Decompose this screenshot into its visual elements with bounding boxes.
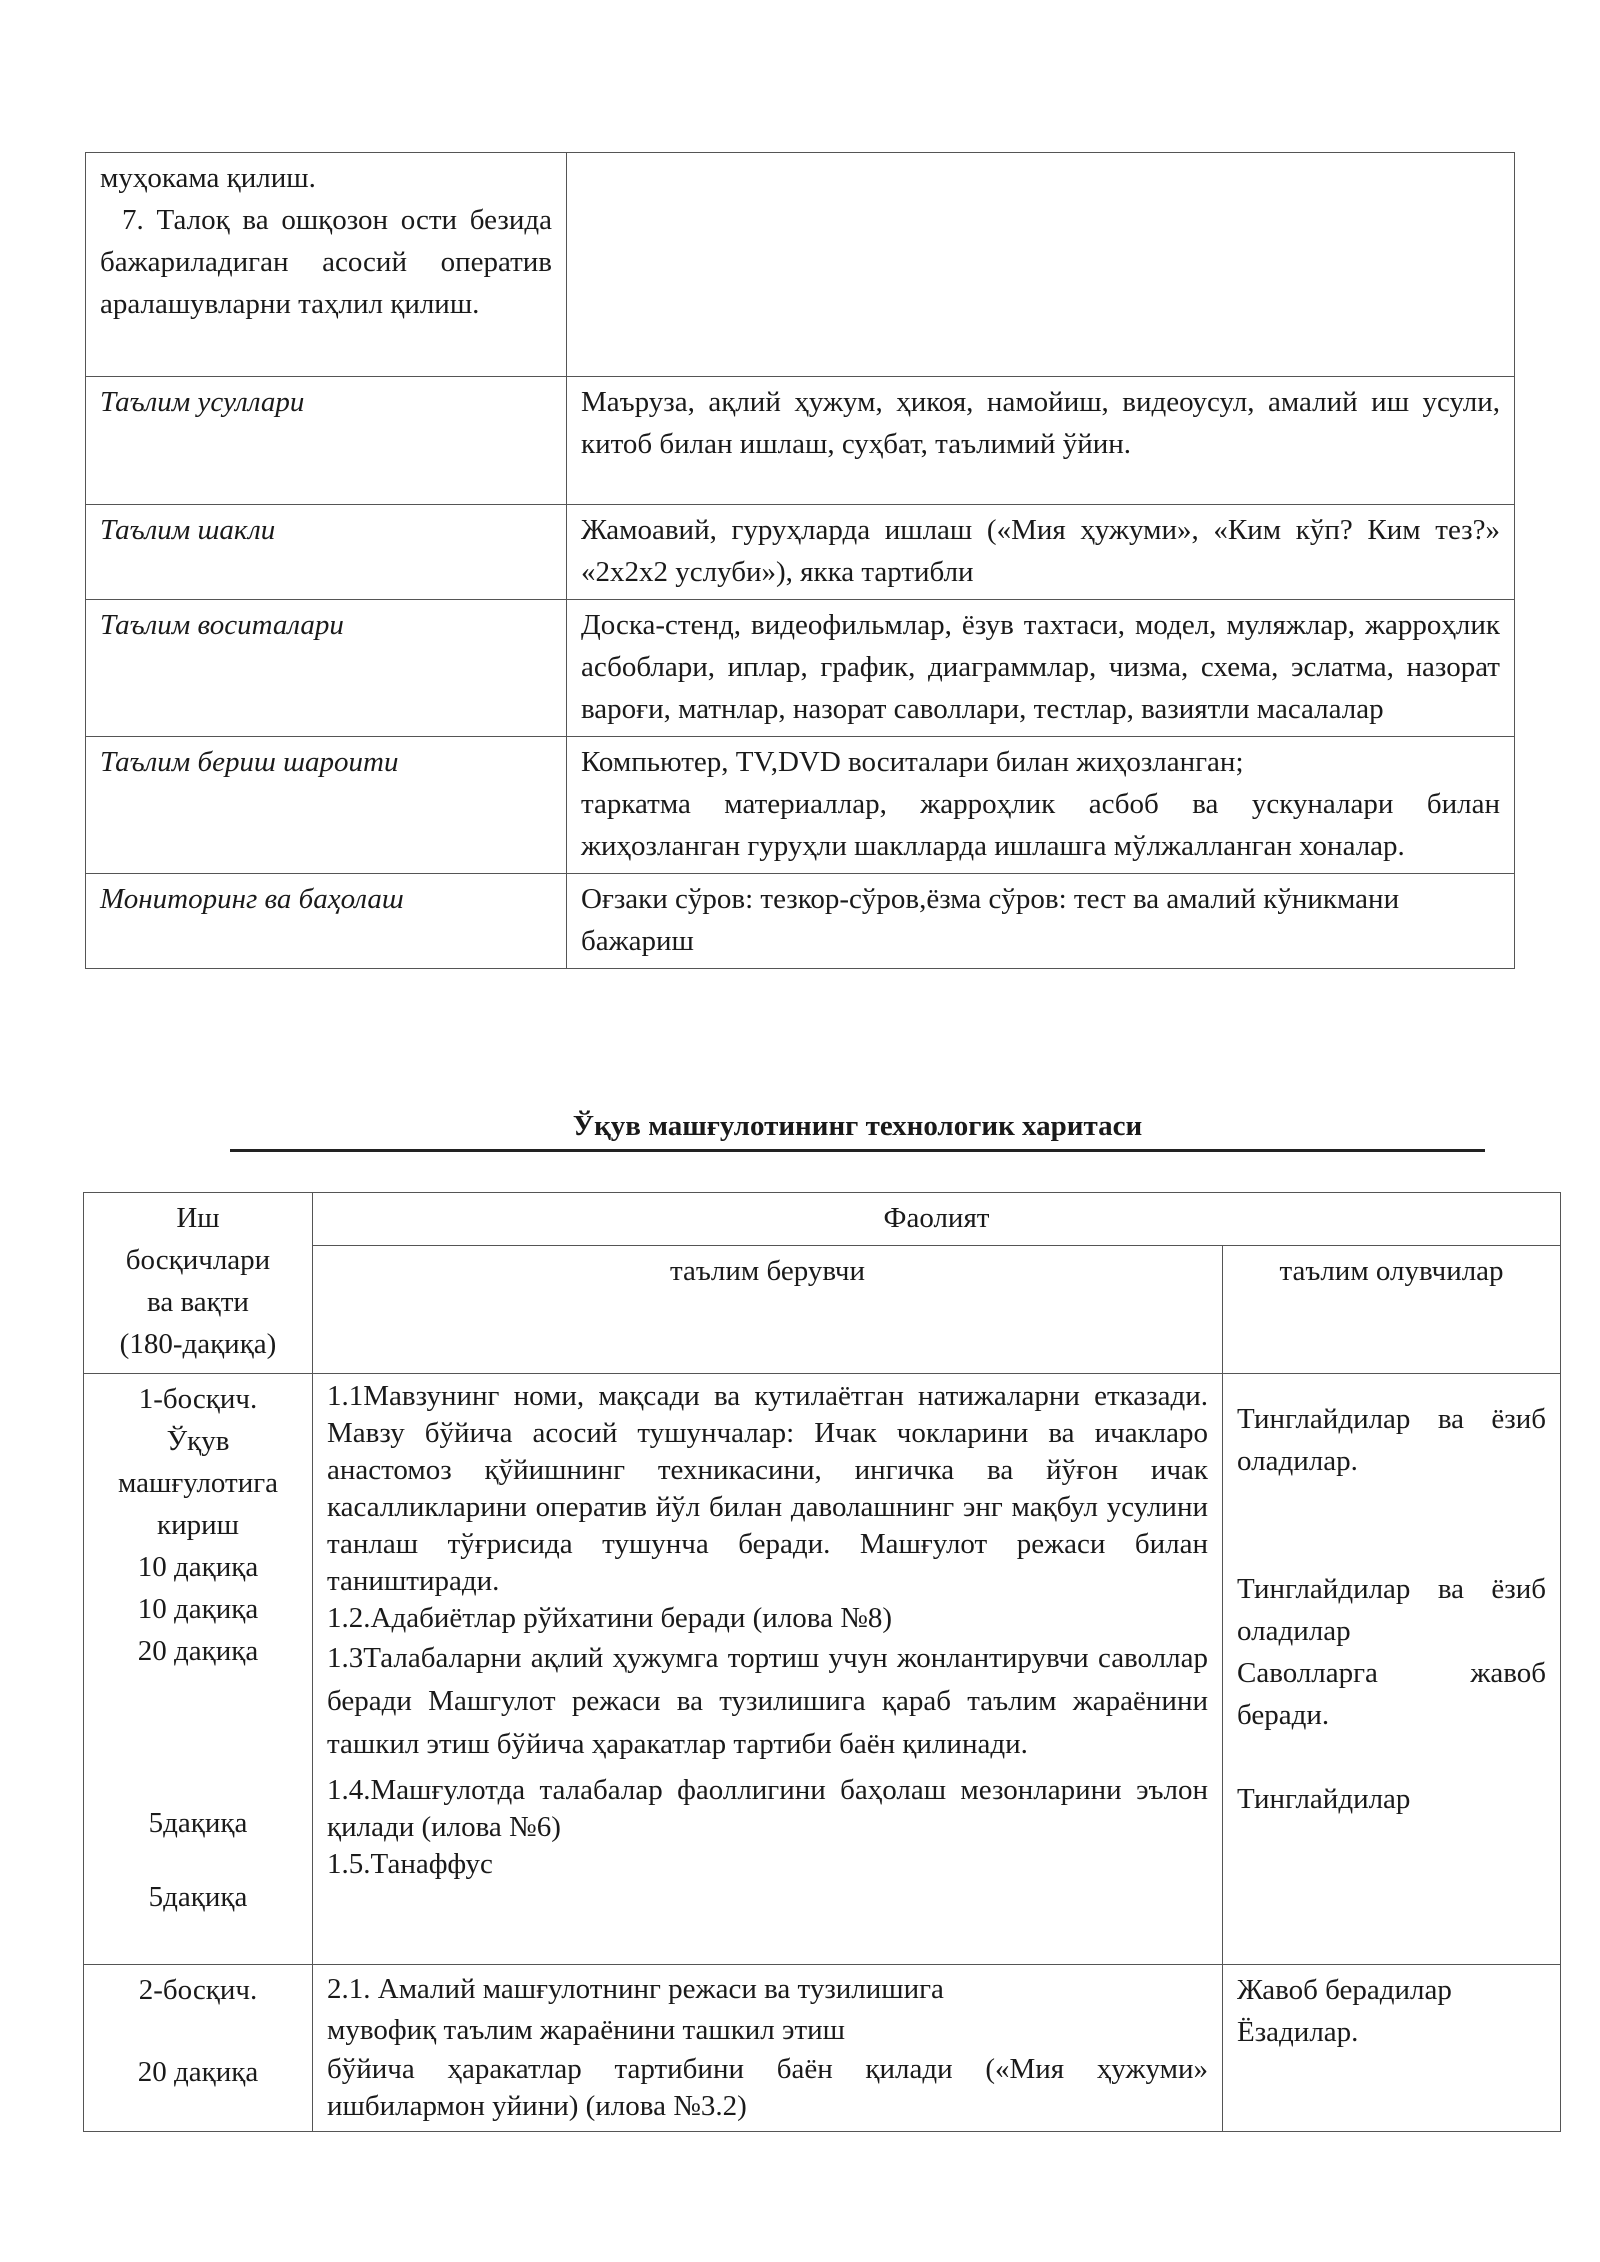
row-value: Доска-стенд, видеофильмлар, ёзув тахтаси, модел, муляжлар, жарроҳлик асбоблари, иплар, график, диаграммлар, чизма, схема, эслатма, назорат вароғи, матнлар, назорат саволлари, тестлар, вазиятли масалалар: [567, 600, 1515, 737]
teacher-activity-cell: [313, 1374, 1223, 1965]
table-row: [84, 1374, 1561, 1965]
row-label: Таълим шакли: [86, 505, 567, 600]
activity-item: 1.5.Танаффус: [327, 1848, 493, 1880]
objective-text: 7. Талоқ ва ошқозон ости безида бажариладиган асосий оператив аралашувларни таҳлил қилиш.: [100, 204, 552, 320]
row-value: Маъруза, ақлий ҳужум, ҳикоя, намойиш, видеоусул, амалий иш усули, китоб билан ишлаш, суҳбат, таълимий ўйин.: [567, 377, 1515, 505]
stage-duration: 5дақиқа: [148, 1807, 248, 1839]
table-row: [86, 600, 1515, 737]
objectives-table: [85, 152, 1515, 969]
student-item: Тинглайдилар ва ёзиб оладилар: [1237, 1573, 1546, 1647]
stage-duration: 20 дақиқа: [137, 2056, 259, 2088]
stage-duration: 10 дақиқа: [137, 1551, 259, 1583]
stage-duration: 5дақиқа: [148, 1881, 248, 1913]
teacher-activity-cell: [313, 1965, 1223, 2132]
student-item: Тинглайдилар: [1237, 1783, 1411, 1815]
header-line: ва вақти: [147, 1286, 249, 1318]
condition-line: таркатма материаллар, жарроҳлик асбоб ва ускуналари билан жиҳозланган гуруҳли шаклларда ишлашга мўлжалланган хоналар.: [581, 788, 1500, 862]
activity-item: мувофиқ таълим жараёнини ташкил этиш: [327, 2014, 845, 2046]
spacer: [98, 2011, 298, 2051]
spacer: [1237, 1378, 1546, 1398]
table-row: [84, 1965, 1561, 2132]
students-activity-cell: [1223, 1374, 1561, 1965]
objective-text: муҳокама қилиш.: [100, 162, 316, 194]
stage-title: кириш: [157, 1509, 239, 1541]
stage-title: Ўқув: [166, 1425, 230, 1457]
activity-item: 1.1Мавзунинг номи, мақсади ва кутилаётган натижаларни етказади. Мавзу бўйича асосий тушунчалар: Ичак чокларини ва ичакларо анастомоз қўйишнинг техникасини, ингичка ва йўғон ичак касалликларини оператив йўл билан даволашнинг энг мақбул усулини танлаш тўғрисида тушунча беради. Машғулот режаси билан таништиради.: [327, 1380, 1208, 1597]
spacer: [1237, 1482, 1546, 1568]
row-value: Оғзаки сўров: тезкор-сўров,ёзма сўров: тест ва амалий кўникмани бажариш: [567, 874, 1515, 969]
stage-title: 1-босқич.: [138, 1383, 258, 1415]
students-header: таълим олувчилар: [1223, 1246, 1561, 1374]
table-row: [86, 874, 1515, 969]
activity-item: бўйича ҳаракатлар тартибини баён қилади («Мия ҳужуми» ишбилармон уйини) (илова №3.2): [327, 2053, 1208, 2122]
row-label: Таълим воситалари: [86, 600, 567, 737]
section-heading: Ўқув машғулотининг технологик харитаси: [230, 1110, 1485, 1152]
spacer: [98, 1844, 298, 1876]
stage-column-header: [84, 1193, 313, 1374]
student-item: Жавоб берадилар: [1237, 1974, 1452, 2006]
table-row: [86, 153, 1515, 377]
table-row: [86, 737, 1515, 874]
table-row: [86, 377, 1515, 505]
activity-item: 1.3Талабаларни ақлий ҳужумга тортиш учун жонлантирувчи саволлар беради Машгулот режаси ва тузилишига қараб таълим жараёнини ташкил этиш бўйича ҳаракатлар тартиби баён қилинади.: [327, 1642, 1208, 1760]
table-header-row: [84, 1193, 1561, 1246]
row-value: [567, 737, 1515, 874]
empty-cell: [567, 153, 1515, 377]
spacer: [98, 1672, 298, 1802]
activity-header: Фаолият: [313, 1193, 1561, 1246]
stage-title: машғулотига: [117, 1467, 279, 1499]
teacher-header: таълим берувчи: [313, 1246, 1223, 1374]
activity-item: 1.2.Адабиётлар рўйхатини беради (илова №8): [327, 1602, 893, 1634]
student-item: Ёзадилар.: [1237, 2016, 1359, 2048]
condition-line: Компьютер, TV,DVD воситалари билан жиҳозланган;: [581, 746, 1244, 778]
student-item: Тинглайдилар ва ёзиб оладилар.: [1237, 1403, 1546, 1477]
stage-duration: 20 дақиқа: [137, 1635, 259, 1667]
student-item: Саволларга жавоб беради.: [1237, 1657, 1546, 1731]
row-label: Мониторинг ва баҳолаш: [86, 874, 567, 969]
objectives-cell: [86, 153, 567, 377]
row-label: Таълим усуллари: [86, 377, 567, 505]
spacer: [1237, 1736, 1546, 1778]
table-row: [86, 505, 1515, 600]
activity-item: 2.1. Амалий машғулотнинг режаси ва тузилишига: [327, 1973, 944, 2005]
stage-cell: [84, 1374, 313, 1965]
stage-duration: 10 дақиқа: [137, 1593, 259, 1625]
row-label: Таълим бериш шароити: [86, 737, 567, 874]
header-line: босқичлари: [125, 1244, 271, 1276]
stage-title: 2-босқич.: [138, 1974, 258, 2006]
students-activity-cell: [1223, 1965, 1561, 2132]
activity-item: 1.4.Машғулотда талабалар фаоллигини баҳолаш мезонларини эълон қилади (илова №6): [327, 1774, 1208, 1843]
header-line: Иш: [176, 1202, 220, 1234]
row-value: Жамоавий, гуруҳларда ишлаш («Мия ҳужуми», «Ким кўп? Ким тез?» «2х2х2 услуби»), якка тартибли: [567, 505, 1515, 600]
stage-cell: [84, 1965, 313, 2132]
technology-map-table: [83, 1192, 1561, 2132]
header-line: (180-дақиқа): [119, 1328, 277, 1360]
